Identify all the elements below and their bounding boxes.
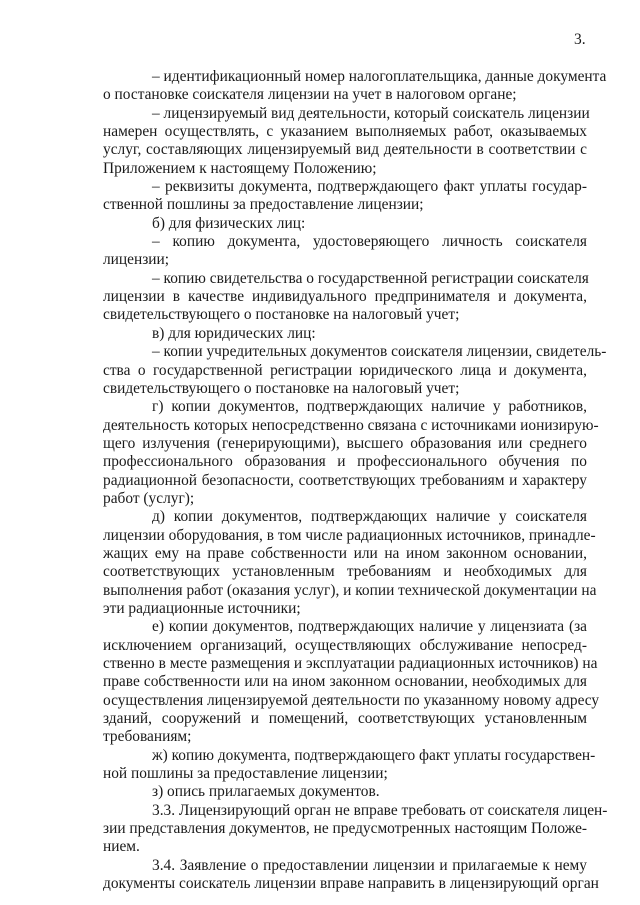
- text-line: зданий, сооружений и помещений, соответствующих установленным: [103, 710, 587, 728]
- text-line: лицензии;: [103, 251, 170, 269]
- text-line: нием.: [103, 838, 140, 856]
- page-number: 3.: [574, 31, 586, 48]
- paragraph: [103, 343, 607, 398]
- paragraph: [103, 783, 587, 801]
- paragraph: [103, 746, 596, 784]
- text-line: щего излучения (генерирующими), высшего образования или среднего: [103, 434, 587, 452]
- paragraph: [103, 508, 597, 618]
- paragraph: [103, 178, 587, 215]
- paragraph: [103, 618, 600, 746]
- paragraph: [103, 233, 587, 270]
- paragraph: [103, 325, 587, 343]
- paragraph: [103, 398, 599, 508]
- text-line: соответствующих установленным требованиям и необходимых для: [103, 563, 587, 581]
- text-line: ной пошлины за предоставление лицензии;: [103, 765, 388, 783]
- text-line: в) для юридических лиц:: [152, 324, 316, 342]
- text-line: зии представления документов, не предусмотренных настоящим Положе-: [103, 820, 588, 838]
- text-line: услуг, составляющих лицензируемый вид деятельности в соответствии с: [103, 141, 587, 159]
- text-line: эти радиационные источники;: [103, 599, 301, 617]
- text-line: г) копии документов, подтверждающих наличие у работников,: [152, 398, 587, 416]
- paragraph: [103, 270, 587, 325]
- paragraph: [103, 215, 587, 233]
- text-line: требованиям;: [103, 728, 192, 746]
- text-line: Приложением к настоящему Положению;: [103, 159, 377, 177]
- text-line: праве собственности или на ином законном основании, необходимых для: [103, 673, 587, 691]
- text-line: д) копии документов, подтверждающих наличие у соискателя: [152, 508, 587, 526]
- text-line: радиационной безопасности, соответствующих требованиям и характеру: [103, 471, 587, 489]
- text-line: – лицензируемый вид деятельности, который соискатель лицензии: [152, 104, 590, 122]
- text-line: выполнения работ (оказания услуг), и копии технической документации на: [103, 581, 597, 599]
- text-line: з) опись прилагаемых документов.: [152, 783, 380, 801]
- text-line: профессионального образования и профессионального обучения по: [103, 453, 587, 471]
- text-line: – копию свидетельства о государственной регистрации соискателя: [152, 269, 589, 287]
- paragraph: [103, 68, 607, 105]
- text-line: о постановке соискателя лицензии на учет в налоговом органе;: [103, 86, 517, 104]
- document-body: [103, 68, 608, 893]
- text-line: ж) копию документа, подтверждающего факт уплаты государствен-: [152, 746, 596, 764]
- text-line: исключением организаций, осуществляющих обслуживание непосред-: [103, 636, 587, 654]
- text-line: ственной пошлины за предоставление лицензии;: [103, 196, 424, 214]
- text-line: е) копии документов, подтверждающих наличие у лицензиата (за: [152, 618, 587, 636]
- text-line: – реквизиты документа, подтверждающего факт уплаты государ-: [152, 178, 587, 196]
- paragraph: [103, 104, 590, 178]
- text-line: б) для физических лиц:: [152, 214, 306, 232]
- text-line: ства о государственной регистрации юридического лица и документа,: [103, 361, 587, 379]
- text-line: лицензии оборудования, в том числе радиационных источников, принадле-: [103, 526, 596, 544]
- text-line: 3.3. Лицензирующий орган не вправе требовать от соискателя лицен-: [152, 801, 608, 819]
- text-line: осуществления лицензируемой деятельности по указанному новому адресу: [103, 691, 600, 709]
- text-line: свидетельствующего о постановке на налоговый учет;: [103, 306, 460, 324]
- text-line: – копии учредительных документов соискателя лицензии, свидетель-: [152, 343, 607, 361]
- text-line: свидетельствующего о постановке на налоговый учет;: [103, 379, 460, 397]
- text-line: документы соискатель лицензии вправе направить в лицензирующий орган: [103, 875, 599, 893]
- text-line: намерен осуществлять, с указанием выполняемых работ, оказываемых: [103, 123, 587, 141]
- paragraph: [103, 801, 608, 857]
- text-line: ственно в месте размещения и эксплуатации радиационных источников) на: [103, 655, 598, 672]
- text-line: деятельность которых непосредственно связана с источниками ионизирую-: [103, 416, 599, 434]
- text-line: – идентификационный номер налогоплательщика, данные документа: [152, 68, 607, 85]
- text-line: 3.4. Заявление о предоставлении лицензии и прилагаемые к нему: [152, 856, 587, 874]
- text-line: лицензии в качестве индивидуального предпринимателя и документа,: [103, 288, 587, 306]
- text-line: жащих ему на праве собственности или на ином законном основании,: [103, 544, 587, 562]
- paragraph: [103, 856, 599, 894]
- text-line: – копию документа, удостоверяющего личность соискателя: [152, 233, 587, 251]
- text-line: работ (услуг);: [103, 489, 195, 507]
